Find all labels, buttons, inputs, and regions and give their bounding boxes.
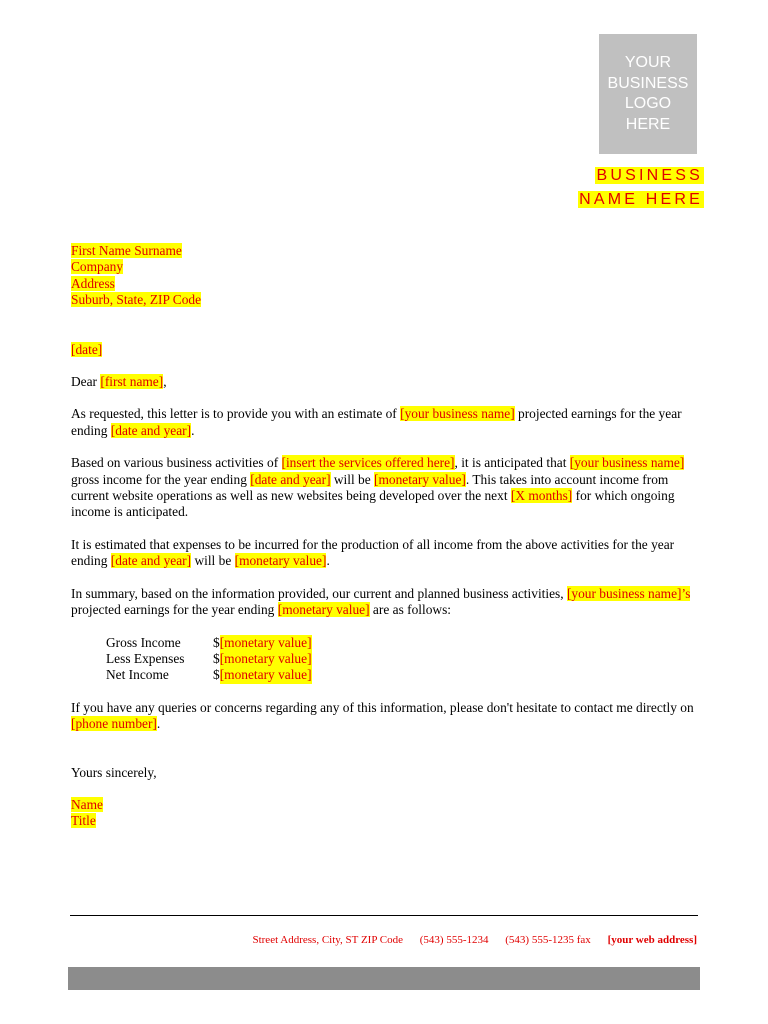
recipient-company: Company xyxy=(71,259,124,275)
business-name-placeholder: [your business name]’s xyxy=(566,585,691,601)
signature-title: Title xyxy=(71,813,96,829)
logo-line: BUSINESS xyxy=(607,74,689,92)
footer-phone: (543) 555-1234 xyxy=(419,934,489,946)
logo-line: HERE xyxy=(625,115,671,133)
financial-label: Gross Income xyxy=(106,634,181,650)
financial-row xyxy=(106,635,699,651)
salutation-suffix: , xyxy=(163,374,167,390)
text: are as follows: xyxy=(369,602,452,618)
text: . This takes into account income from current website operations as well as new websites being developed over the next xyxy=(71,471,669,504)
monetary-value-placeholder: [monetary value] xyxy=(219,667,312,683)
monetary-value-placeholder: [monetary value] xyxy=(374,471,466,487)
footer-contact xyxy=(238,934,697,946)
phone-number-placeholder: [phone number] xyxy=(71,716,157,732)
logo-line: LOGO xyxy=(624,95,672,112)
letter-body xyxy=(71,243,699,830)
financial-row xyxy=(106,651,699,667)
text: . xyxy=(156,716,161,732)
footer-bar xyxy=(68,967,700,990)
footer-web-address: [your web address] xyxy=(607,934,697,946)
footer-fax: (543) 555-1235 fax xyxy=(505,934,591,946)
text: gross income for the year ending xyxy=(71,471,251,487)
currency-symbol: $ xyxy=(213,634,220,650)
closing: Yours sincerely, xyxy=(71,764,157,780)
text: In summary, based on the information provided, our current and planned business activities, xyxy=(71,585,567,601)
recipient-address: Address xyxy=(71,275,115,291)
text: will be xyxy=(330,471,375,487)
financial-label: Less Expenses xyxy=(106,650,185,666)
financial-row xyxy=(106,667,699,683)
paragraph-summary xyxy=(71,586,699,619)
recipient-suburb: Suburb, State, ZIP Code xyxy=(71,292,202,308)
text: projected earnings for the year ending xyxy=(71,602,278,618)
currency-symbol: $ xyxy=(213,667,220,683)
footer-divider xyxy=(70,915,698,916)
business-name-placeholder: [your business name] xyxy=(400,406,515,422)
date-year-placeholder: [date and year] xyxy=(250,471,331,487)
salutation xyxy=(71,374,699,390)
business-name-placeholder: [your business name] xyxy=(569,455,685,471)
paragraph-expenses xyxy=(71,537,699,570)
services-placeholder: [insert the services offered here] xyxy=(281,455,455,471)
months-placeholder: [X months] xyxy=(510,488,573,504)
text: Based on various business activities of xyxy=(71,455,282,471)
paragraph-income xyxy=(71,455,699,521)
paragraph-contact xyxy=(71,700,699,733)
date-placeholder: [date] xyxy=(71,341,103,357)
letter-date xyxy=(71,342,699,358)
business-name-line: BUSINESS xyxy=(596,167,703,184)
business-name-line: NAME HERE xyxy=(579,191,703,208)
text: will be xyxy=(191,553,235,569)
monetary-value-placeholder: [monetary value] xyxy=(219,650,312,666)
text: It is estimated that expenses to be incurred for the production of all income from the above activities for the year ending xyxy=(71,536,675,569)
financial-label: Net Income xyxy=(106,667,169,683)
text: projected earnings for the year ending xyxy=(71,406,682,438)
date-year-placeholder: [date and year] xyxy=(110,422,192,438)
text: As requested, this letter is to provide you with an estimate of xyxy=(71,406,401,422)
business-logo-placeholder xyxy=(599,34,697,154)
text: . xyxy=(191,422,195,438)
footer-address: Street Address, City, ST ZIP Code xyxy=(252,934,404,946)
business-name xyxy=(578,164,704,212)
financial-summary xyxy=(106,635,699,684)
salutation-prefix: Dear xyxy=(71,374,101,390)
text: . xyxy=(326,553,330,569)
monetary-value-placeholder: [monetary value] xyxy=(219,634,312,650)
signature-name: Name xyxy=(71,796,103,812)
logo-line: YOUR xyxy=(624,54,672,71)
date-year-placeholder: [date and year] xyxy=(110,553,192,569)
recipient-name: First Name Surname xyxy=(71,243,182,258)
monetary-value-placeholder: [monetary value] xyxy=(234,553,327,569)
first-name-placeholder: [first name] xyxy=(100,374,164,390)
currency-symbol: $ xyxy=(213,650,220,666)
text: for which ongoing income is anticipated. xyxy=(71,488,675,520)
text: If you have any queries or concerns regarding any of this information, please don't hesitate to contact me directly on xyxy=(71,699,694,715)
text: , it is anticipated that xyxy=(454,455,570,471)
paragraph-estimate xyxy=(71,406,699,439)
recipient-block xyxy=(71,243,699,309)
signature-block xyxy=(71,797,699,830)
monetary-value-placeholder: [monetary value] xyxy=(277,602,370,618)
